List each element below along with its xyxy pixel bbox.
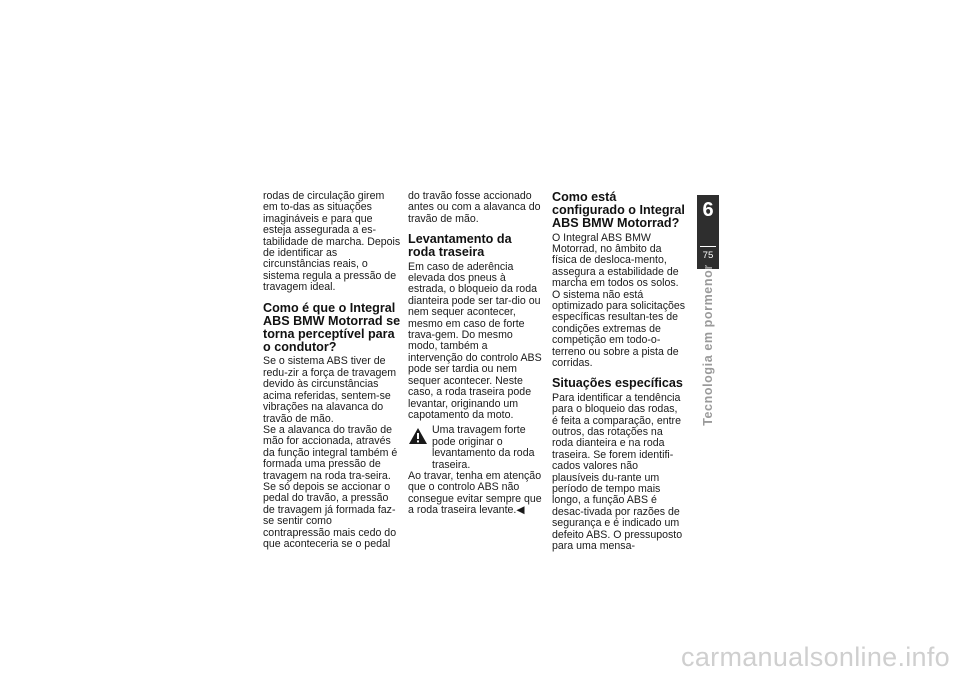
column-right	[552, 191, 686, 552]
paragraph: Em caso de aderência elevada dos pneus à estrada, o bloqueio da roda dianteira pode ser tar-dio ou nem sequer acontecer, mesmo em caso de forte trava-gem. Do mesmo modo, também a intervenção do controlo ABS pode ser tardia ou nem sequer acontecer. Neste caso, a roda traseira pode levantar, originando um capotamento da moto.	[408, 260, 542, 421]
chapter-number: 6	[702, 199, 714, 221]
paragraph: O Integral ABS BMW Motorrad, no âmbito da física de desloca-mento, assegura a estabilidade de marcha em todos os solos. O sistema não está optimizado para solicitações específicas resultan-tes de condições extremas de competição em todo-o-terreno ou sobre a pista de corridas.	[552, 231, 686, 370]
page-number: 75	[702, 250, 714, 261]
section-heading: Levantamento da roda traseira	[408, 232, 512, 260]
column-left	[263, 191, 401, 550]
paragraph: Se o sistema ABS tiver de redu-zir a força de travagem devido às circunstâncias acima referidas, sentem-se vibrações na alavanca do travão de mão.	[263, 355, 397, 425]
paragraph: Para identificar a tendência para o bloqueio das rodas, é feita a comparação, entre outros, das rotações na roda dianteira e na roda traseira. Se forem identifi-cados valores não plausíveis du-rante um período de tempo mais longo, a função ABS é desac-tivada por razões de segurança e é indicado um defeito ABS. O pressuposto para uma mensa-	[552, 391, 683, 552]
watermark: carmanualsonline.info	[681, 642, 950, 672]
warning-note	[408, 425, 542, 516]
paragraph: rodas de circulação girem em to-das as situações imagináveis e para que esteja assegurada a es-tabilidade de marcha. Depois de identificar as circunstâncias reais, o sistema regula a pressão de travagem ideal.	[263, 190, 401, 294]
paragraph: do travão fosse accionado antes ou com a alavanca do travão de mão.	[408, 190, 541, 225]
warning-triangle-icon	[408, 427, 428, 445]
warning-text: Ao travar, tenha em atenção que o controlo ABS não consegue evitar sempre que a roda traseira levante.◀	[408, 469, 542, 517]
column-middle	[408, 191, 542, 517]
section-heading: Como está configurado o Integral ABS BMW Motorrad?	[552, 190, 685, 231]
chapter-side-title: Tecnologia em pormenor	[701, 264, 715, 426]
warning-text: Uma travagem forte pode originar o levantamento da roda traseira.	[432, 424, 535, 471]
chapter-tab	[697, 195, 719, 269]
paragraph: Se a alavanca do travão de mão for accionada, através da função integral também é formada uma pressão de travagem na roda tra-seira. Se só depois se accionar o pedal do travão, a pressão de travagem já formada faz-se sentir como contrapressão mais cedo do que aconteceria se o pedal	[263, 423, 398, 550]
section-heading: Como é que o Integral ABS BMW Motorrad se torna perceptível para o condutor?	[263, 300, 401, 355]
tab-divider	[700, 246, 716, 247]
section-heading: Situações específicas	[552, 376, 683, 391]
